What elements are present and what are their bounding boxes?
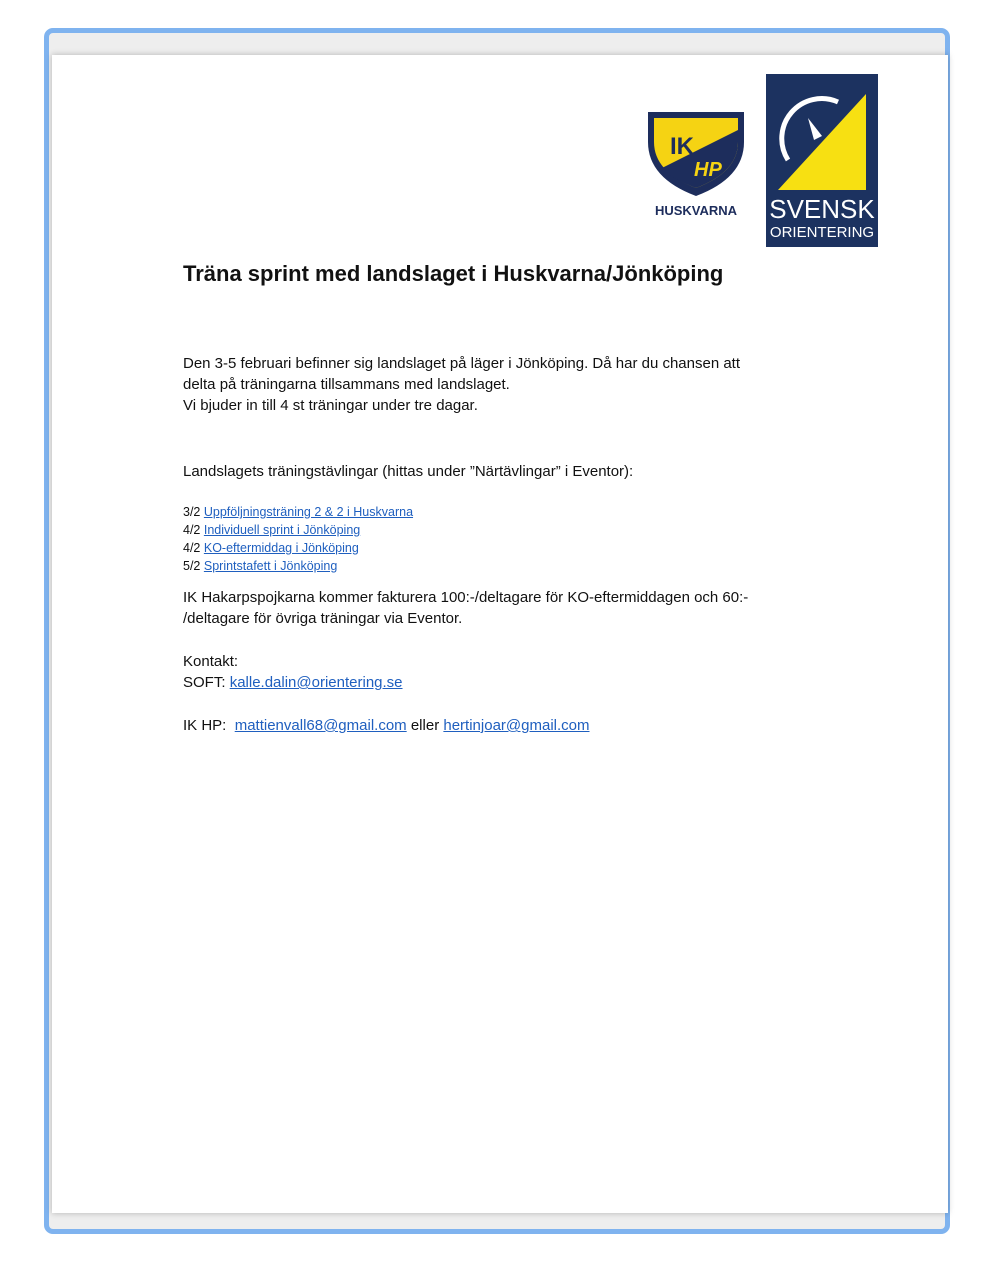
soft-label: SOFT: <box>183 674 226 691</box>
soft-email-link[interactable]: kalle.dalin@orientering.se <box>229 674 403 691</box>
ikhp-logo-ik: IK <box>670 133 694 160</box>
races-heading: Landslagets träningstävlingar (hittas under ”Närtävlingar” i Eventor): <box>183 463 634 480</box>
race-item <box>183 503 823 521</box>
race-link[interactable]: KO-eftermiddag i Jönköping <box>203 541 359 555</box>
race-date: 4/2 <box>183 523 201 537</box>
ikhp-email-link-1[interactable]: mattienvall68@gmail.com <box>234 717 407 734</box>
document-title: Träna sprint med landslaget i Huskvarna/Jönköping <box>183 261 724 286</box>
race-item <box>183 521 823 539</box>
fee-paragraph <box>183 587 823 629</box>
intro-paragraph <box>183 353 823 416</box>
races-list <box>183 503 823 575</box>
document-body <box>183 258 823 736</box>
race-item <box>183 539 823 557</box>
ikhp-email-link-2[interactable]: hertinjoar@gmail.com <box>443 717 590 734</box>
race-date: 4/2 <box>183 541 201 555</box>
fee-line: IK Hakarpspojkarna kommer fakturera 100:-/deltagare för KO-eftermiddagen och 60:- <box>183 589 749 606</box>
svensk-logo-line2: ORIENTERING <box>769 224 875 241</box>
race-link[interactable]: Sprintstafett i Jönköping <box>203 559 338 573</box>
ikhp-logo-caption: HUSKVARNA <box>654 203 738 218</box>
race-date: 3/2 <box>183 505 201 519</box>
ikhp-logo <box>644 104 748 222</box>
svensk-logo-line1: SVENSK <box>769 194 875 224</box>
race-item <box>183 557 823 575</box>
contact-separator: eller <box>410 717 440 734</box>
contact-heading: Kontakt: <box>183 653 239 670</box>
race-link[interactable]: Uppföljningsträning 2 & 2 i Huskvarna <box>203 505 414 519</box>
race-date: 5/2 <box>183 559 201 573</box>
contact-section <box>183 651 823 693</box>
fee-line: /deltagare för övriga träningar via Eventor. <box>183 610 463 627</box>
ikhp-contact-line <box>183 715 823 736</box>
intro-line: Den 3-5 februari befinner sig landslaget på läger i Jönköping. Då har du chansen att <box>183 355 741 372</box>
soft-contact-line <box>183 672 823 693</box>
ikhp-logo-hp: HP <box>694 159 722 181</box>
ikhp-label: IK HP: <box>183 717 227 734</box>
intro-line: Vi bjuder in till 4 st träningar under tre dagar. <box>183 397 478 414</box>
svensk-orientering-logo <box>766 74 878 247</box>
intro-line: delta på träningarna tillsammans med landslaget. <box>183 376 510 393</box>
race-link[interactable]: Individuell sprint i Jönköping <box>203 523 361 537</box>
